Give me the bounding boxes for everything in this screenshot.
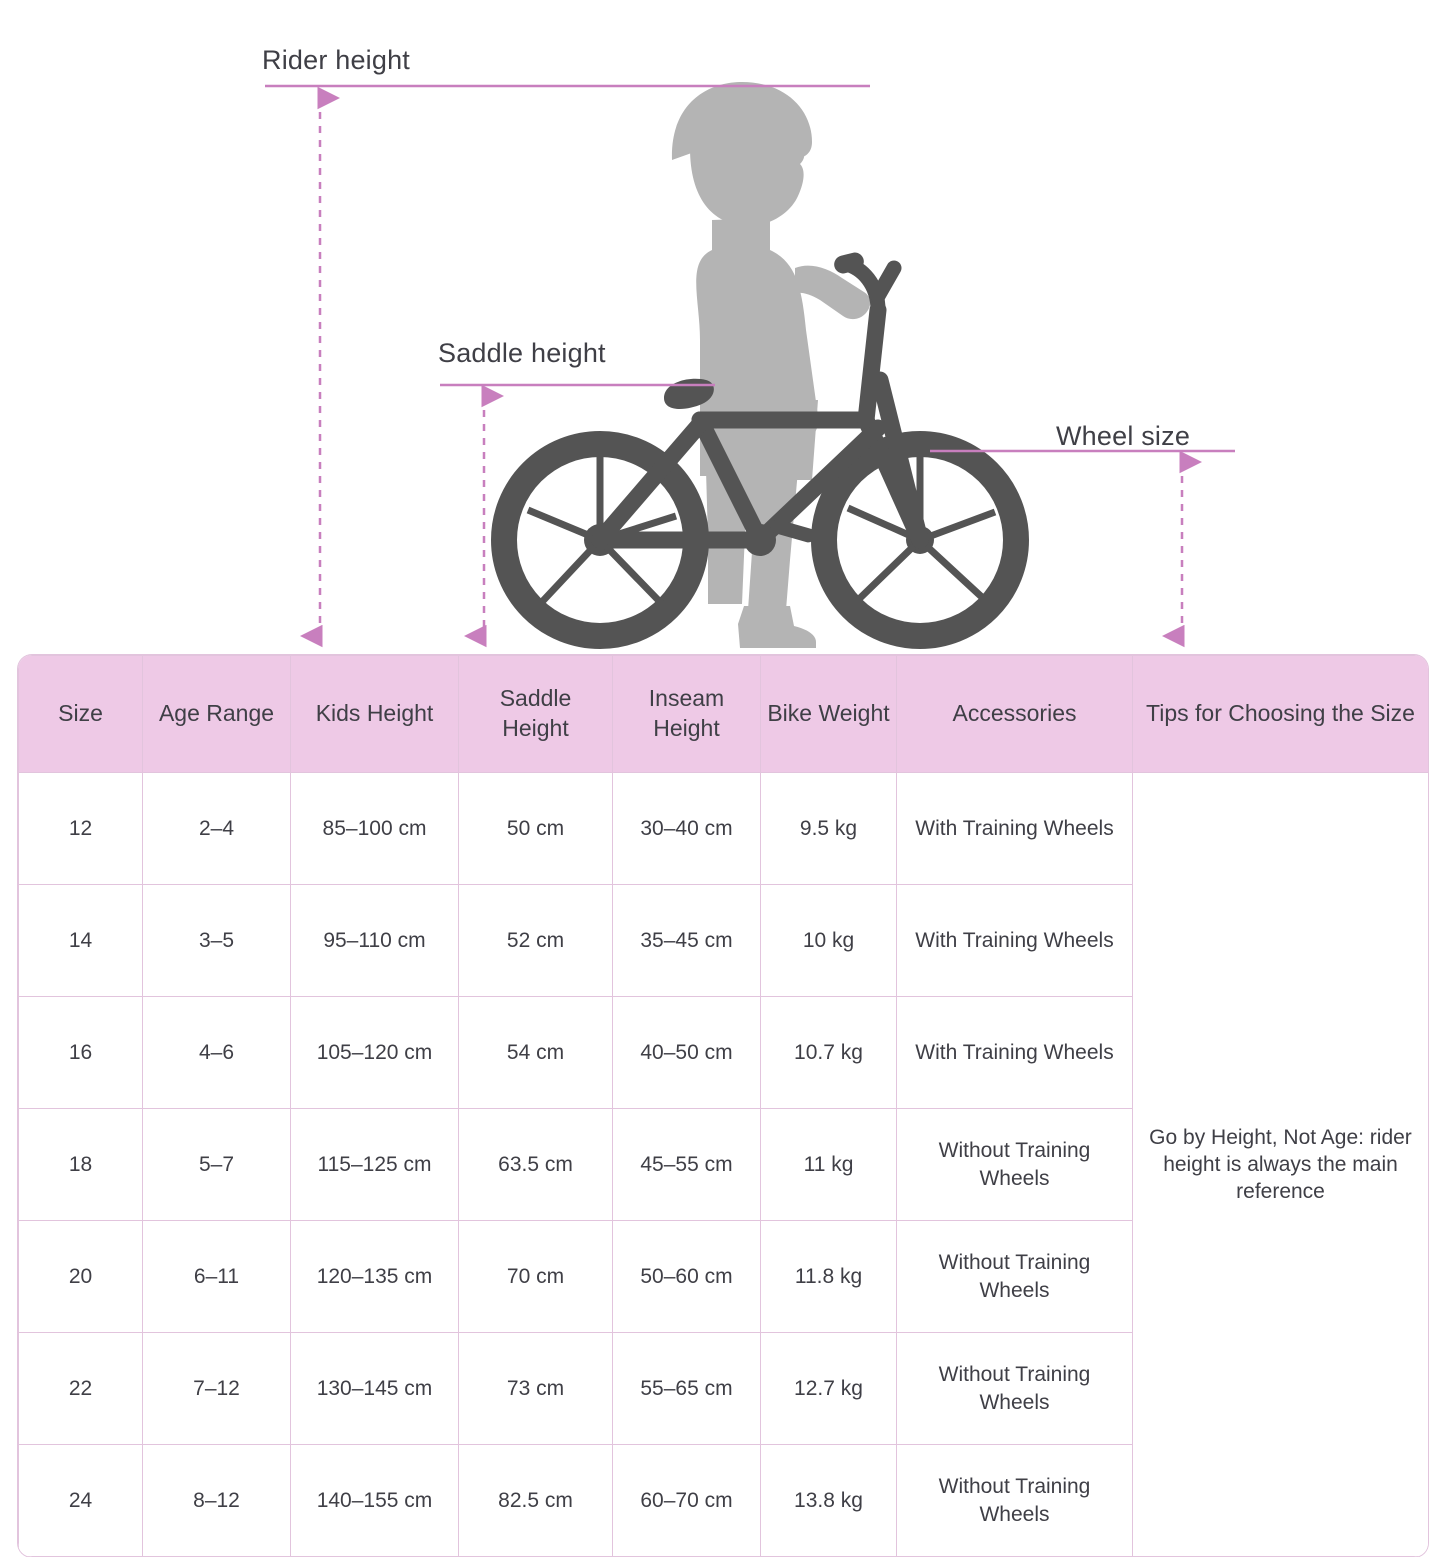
cell-bike-weight: 10.7 kg — [761, 997, 897, 1109]
cell-bike-weight: 10 kg — [761, 885, 897, 997]
cell-size: 20 — [19, 1221, 143, 1333]
column-header-age-range: Age Range — [143, 656, 291, 773]
cell-size: 14 — [19, 885, 143, 997]
cell-size: 22 — [19, 1333, 143, 1445]
cell-age: 2–4 — [143, 773, 291, 885]
cell-size: 12 — [19, 773, 143, 885]
cell-saddle-height: 73 cm — [459, 1333, 613, 1445]
cell-inseam-height: 35–45 cm — [613, 885, 761, 997]
cell-age: 6–11 — [143, 1221, 291, 1333]
table-header-row — [19, 656, 1429, 773]
column-header-accessories: Accessories — [897, 656, 1133, 773]
cell-age: 8–12 — [143, 1445, 291, 1557]
column-header-size: Size — [19, 656, 143, 773]
cell-accessories: Without Training Wheels — [897, 1109, 1133, 1221]
cell-saddle-height: 50 cm — [459, 773, 613, 885]
cell-inseam-height: 50–60 cm — [613, 1221, 761, 1333]
illustration-svg — [0, 0, 1445, 660]
column-header-inseam-height: Inseam Height — [613, 656, 761, 773]
cell-inseam-height: 40–50 cm — [613, 997, 761, 1109]
cell-kids-height: 85–100 cm — [291, 773, 459, 885]
cell-accessories: With Training Wheels — [897, 885, 1133, 997]
cell-bike-weight: 12.7 kg — [761, 1333, 897, 1445]
cell-kids-height: 95–110 cm — [291, 885, 459, 997]
cell-accessories: Without Training Wheels — [897, 1221, 1133, 1333]
cell-kids-height: 140–155 cm — [291, 1445, 459, 1557]
cell-age: 3–5 — [143, 885, 291, 997]
cell-kids-height: 105–120 cm — [291, 997, 459, 1109]
wheel-size-label: Wheel size — [1056, 421, 1191, 451]
cell-saddle-height: 52 cm — [459, 885, 613, 997]
cell-accessories: Without Training Wheels — [897, 1445, 1133, 1557]
column-header-bike-weight: Bike Weight — [761, 656, 897, 773]
cell-inseam-height: 55–65 cm — [613, 1333, 761, 1445]
cell-inseam-height: 60–70 cm — [613, 1445, 761, 1557]
cell-bike-weight: 11.8 kg — [761, 1221, 897, 1333]
cell-accessories: With Training Wheels — [897, 773, 1133, 885]
cell-age: 5–7 — [143, 1109, 291, 1221]
cell-saddle-height: 70 cm — [459, 1221, 613, 1333]
cell-inseam-height: 45–55 cm — [613, 1109, 761, 1221]
saddle-height-label: Saddle height — [438, 338, 606, 368]
cell-saddle-height: 54 cm — [459, 997, 613, 1109]
cell-size: 16 — [19, 997, 143, 1109]
cell-tips: Go by Height, Not Age: rider height is always the main reference — [1133, 773, 1429, 1557]
column-header-saddle-height: Saddle Height — [459, 656, 613, 773]
cell-saddle-height: 82.5 cm — [459, 1445, 613, 1557]
rider-height-label: Rider height — [262, 45, 410, 75]
cell-bike-weight: 11 kg — [761, 1109, 897, 1221]
cell-bike-weight: 9.5 kg — [761, 773, 897, 885]
cell-accessories: With Training Wheels — [897, 997, 1133, 1109]
cell-size: 24 — [19, 1445, 143, 1557]
size-chart-table-wrapper — [18, 655, 1428, 1557]
table-row — [19, 773, 1429, 885]
column-header-tips: Tips for Choosing the Size — [1133, 656, 1429, 773]
cell-kids-height: 130–145 cm — [291, 1333, 459, 1445]
column-header-kids-height: Kids Height — [291, 656, 459, 773]
cell-size: 18 — [19, 1109, 143, 1221]
cell-saddle-height: 63.5 cm — [459, 1109, 613, 1221]
cell-age: 7–12 — [143, 1333, 291, 1445]
cell-age: 4–6 — [143, 997, 291, 1109]
cell-kids-height: 120–135 cm — [291, 1221, 459, 1333]
size-chart-table — [18, 655, 1428, 1557]
cell-inseam-height: 30–40 cm — [613, 773, 761, 885]
cell-kids-height: 115–125 cm — [291, 1109, 459, 1221]
bike-sizing-illustration — [0, 0, 1445, 660]
cell-bike-weight: 13.8 kg — [761, 1445, 897, 1557]
cell-accessories: Without Training Wheels — [897, 1333, 1133, 1445]
